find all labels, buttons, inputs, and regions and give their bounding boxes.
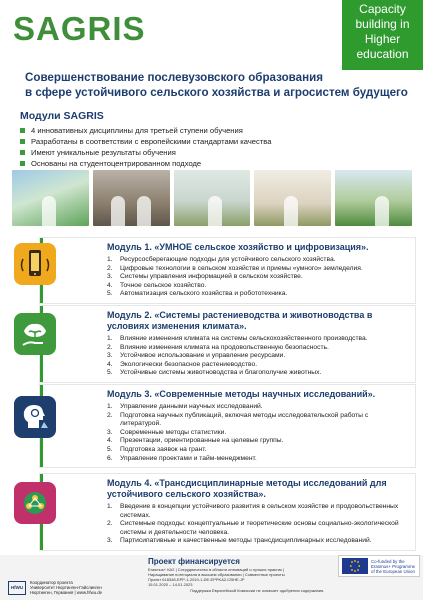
module-topic: 3. Партисипативные и качественные методы трансдисциплинарных исследований. <box>107 537 372 545</box>
funded-label: Проект финансируется <box>148 557 240 566</box>
module-title: Модуль 1. «УМНОЕ сельское хозяйство и цифровизация». <box>107 242 369 252</box>
module-topic: 5. Автоматизация сельского хозяйства и робототехника. <box>107 290 288 298</box>
intro-heading: Модули SAGRIS <box>20 110 104 122</box>
header <box>0 0 423 62</box>
intro-bullet-text: 4 инновативных дисциплины для третьей ступени обучения <box>31 126 243 135</box>
title-line: в сфере устойчивого сельского хозяйства и агросистем будущего <box>25 86 408 99</box>
module-card-3 <box>40 385 415 467</box>
disclaimer-text: Поддержка Европейской Комиссии не означает одобрения содержания. <box>190 588 325 593</box>
intro-bullet-text: Имеют уникальные результаты обучения <box>31 148 176 157</box>
module-card-4 <box>40 474 415 550</box>
photo-scientist-plant <box>174 170 251 226</box>
module-topic: 3. Устойчивое использование и управление ресурсами. <box>107 352 286 360</box>
module-topic: 2. Цифровые технологии в сельском хозяйстве и приемы «умного» земледелия. <box>107 264 363 272</box>
module-topic-list <box>43 256 415 303</box>
bullet-square-icon <box>20 139 25 144</box>
photo-field-scientist <box>335 170 412 226</box>
funding-line: Наращивание потенциала в высшем образовании | Совместные проекты <box>148 572 285 577</box>
bullet-square-icon <box>20 161 25 166</box>
module-topic-list <box>43 403 415 467</box>
intro-section <box>20 110 320 169</box>
funding-line: 15.01.2020 – 14.01.2023 <box>148 582 193 587</box>
intro-bullet <box>20 147 320 158</box>
module-topic: 1. Влияние изменения климата на системы сельскохозяйственного производства. <box>107 335 368 342</box>
badge-line: education <box>356 47 409 61</box>
module-topic: 1. Управление данными научных исследований. <box>107 403 263 410</box>
module-topic: 2. Влияние изменения климата на продовольственную безопасность. <box>107 343 329 351</box>
network-people-icon <box>14 482 56 524</box>
photo-student-laptop <box>254 170 331 226</box>
eu-flag-icon <box>342 558 368 574</box>
photo-greenhouse-researcher <box>12 170 89 226</box>
module-topic: 1. Ресурсосберегающие подходы для устойчивого сельского хозяйства. <box>107 256 336 263</box>
module-topic: 1. Введение в концепции устойчивого развития в сельском хозяйстве и продовольственных системах. <box>107 503 399 519</box>
intro-bullet <box>20 136 320 147</box>
module-topic: 4. Презентации, ориентированные на целевые группы. <box>107 437 284 445</box>
coordinator-text: Координатор проекта Университет Нюртинген-Гайслинген Нюртинген, Германия | www.hfwu.de <box>30 580 103 595</box>
capacity-building-badge <box>342 0 423 70</box>
bullet-square-icon <box>20 128 25 133</box>
module-topic: 6. Управление проектами и тайм-менеджмент. <box>107 454 257 462</box>
title-line: Совершенствование послевузовского образования <box>25 71 323 84</box>
module-title: Модуль 2. «Системы растениеводства и животноводства в условиях изменения климата». <box>107 310 373 331</box>
smartphone-farm-icon <box>14 243 56 285</box>
badge-line: Higher <box>364 32 401 46</box>
intro-bullet-text: Основаны на студентоцентрированном подходе <box>31 159 202 168</box>
coordinator-block <box>8 580 102 595</box>
module-topic: 3. Системы управления информацией в сельском хозяйстве. <box>107 273 303 281</box>
module-topic: 2. Системные подходы: концептуальные и теоретические основы социально-экологической системы и деятельности человека. <box>107 520 399 536</box>
eu-cofunded-badge <box>338 555 420 577</box>
funding-line: Проект 618348-EPP-1-2019-1-DE-EPPKA2-CBHE-JP <box>148 577 245 582</box>
research-head-icon <box>14 396 56 438</box>
sagris-logo: SAGRIS <box>13 10 146 47</box>
module-topic-list <box>43 335 415 382</box>
module-topic: 5. Подготовка заявок на грант. <box>107 445 207 453</box>
module-topic-list <box>43 503 415 550</box>
funding-details <box>148 567 298 587</box>
module-title: Модуль 3. «Современные методы научных исследований». <box>107 389 376 399</box>
intro-bullet <box>20 125 320 136</box>
bullet-square-icon <box>20 150 25 155</box>
module-topic: 3. Современные методы статистики. <box>107 428 227 436</box>
badge-line: Capacity <box>359 2 406 16</box>
photo-students-discussion <box>93 170 170 226</box>
badge-line: building in <box>355 17 410 31</box>
university-logo: HfWU <box>8 581 26 595</box>
module-card-1 <box>40 238 415 303</box>
module-topic: 2. Подготовка научных публикаций, включая методы исследовательской работы с литературой. <box>107 411 369 428</box>
module-topic: 5. Устойчивые системы животноводства и благополучие животных. <box>107 369 322 377</box>
page-title <box>25 70 410 100</box>
intro-bullet-text: Разработаны в соответствии с европейскими стандартами качества <box>31 137 272 146</box>
plant-hand-icon <box>14 313 56 355</box>
module-card-2 <box>40 306 415 382</box>
intro-bullet <box>20 158 320 169</box>
module-topic: 4. Экологически безопасное растениеводство. <box>107 360 258 368</box>
eu-text: Co-funded by the Erasmus+ Programme of the European Union <box>371 558 416 574</box>
photo-strip <box>12 170 412 226</box>
module-title: Модуль 4. «Трансдисциплинарные методы исследований для устойчивого сельского хозяйства». <box>107 478 387 499</box>
module-topic: 4. Точное сельское хозяйство. <box>107 281 207 289</box>
funding-line: Erasmus+ КА2 | Сотрудничество в области инноваций и лучших практик | <box>148 567 285 572</box>
